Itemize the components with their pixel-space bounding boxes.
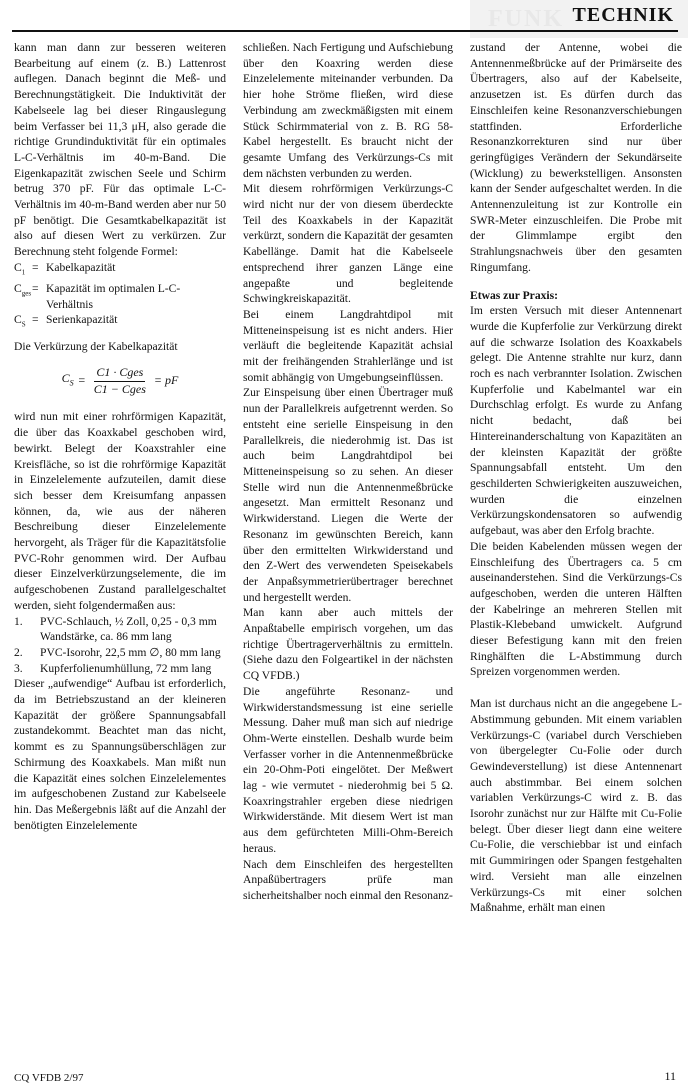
paragraph: Bei einem Langdrahtdipol mit Mitteneinspeisung ist es nicht anders. Hier verläuft die begleitende Kapazität achsial mit der freihängenden Strahlerlänge und ist somit abhängig von Umgebungseinflüssen. <box>243 307 453 384</box>
definition-text: Kapazität im optimalen L-C-Verhältnis <box>46 281 181 311</box>
paragraph: Dieser „aufwendige“ Aufbau ist erforderlich, da im Betriebszustand an der kleineren Kapazität der größere Spannungsabfall zustandekommt. Beachtet man das nicht, kommt es zu Spannungsüberschlägen zur Schirmung des Koaxkabels. Man mißt nun die Kapazität eines solchen Einzelelementes im aufgeschobenen Zustand zur Kabelseele hin. Das Meßergebnis läßt auf die Anzahl der benötigten Einzelelemente <box>14 677 226 832</box>
list-index: 2. <box>14 645 23 659</box>
formula-lhs: $C_S$ <box>61 371 74 388</box>
formula-denominator: C1 − Cges <box>93 381 146 396</box>
list-text: PVC-Isorohr, 22,5 mm ∅, 80 mm lang <box>40 645 221 659</box>
list-text: PVC-Schlauch, ½ Zoll, 0,25 - 0,3 mm Wandstärke, ca. 86 mm lang <box>40 614 217 644</box>
list-item <box>14 661 226 677</box>
numbered-list <box>14 614 226 677</box>
column-1 <box>14 40 226 1065</box>
definition-row <box>14 281 226 312</box>
header-rule <box>12 30 678 32</box>
equals-sign: = <box>32 260 39 274</box>
list-text: Kupferfolienumhüllung, 72 mm lang <box>40 661 212 675</box>
column-3 <box>470 40 682 1065</box>
paragraph: zustand der Antenne, wobei die Antennenmeßbrücke auf der Primärseite des Übertragers, also auf der Kabelseite, anzusetzen ist. Es dürfen durch das Einschleifen keine Resonanzverschiebungen stattfinden. Erforderliche Resonanzkorrekturen sind nur über geringfügiges Verändern der Sekundärseite (Wicklung) zu bewerkstelligen. Ansonsten kann der Sender aufgeschaltet werden. In die Antennenzuleitung ist zur Kontrolle ein SWR-Meter einzuschleifen. Die Probe mit der Glimmlampe ergibt den Strahlungsnachweis über den gesamten Ringumfang. <box>470 41 682 274</box>
definition-symbol: $C_1$ <box>14 260 26 277</box>
column-2 <box>243 40 453 1065</box>
paragraph: Die beiden Kabelenden müssen wegen der Einschleifung des Übertragers ca. 5 cm auseinanderstehen. Sind die Verkürzungs-Cs aufgeschoben, werden die unteren Hälften der Kabelringe an mehreren Stellen mit Plastik-Klebeband umwickelt. Aufgrund dieser Befestigung kann mit den freien Ringhälften die L-Abstimmung durch Spreizen vorgenommen werden. <box>470 539 682 679</box>
formula-result: = pF <box>153 373 179 388</box>
paragraph: Die angeführte Resonanz- und Wirkwiderstandsmessung ist eine serielle Messung. Daher muß man sich auf niedrige Ohm-Werte einstellen. Deshalb wurde beim Verfasser vorher in die Antennenmeßbrücke ein 20-Ohm-Poti eingelötet. Der Meßwert lag - wie vermutet - niederohmig bei 5 Ω. Koaxringstrahler ergeben diese niedrigen Wirkwiderstände. Mit diesem Wert ist man aus dem gefürchteten Milli-Ohm-Bereich heraus. <box>243 684 453 855</box>
definition-list <box>14 260 226 333</box>
paragraph: kann man dann zur besseren weiteren Bearbeitung auf einem (z. B.) Lattenrost auflegen. Danach beginnt die Meß- und Berechnungstätigkeit. Die Induktivität der Kabelseele lag bei dieser Ringauslegung beim Verfasser bei 11,3 μH, also gerade die richtige Grundinduktivität für ein optimales L-C-Verhältnis im 40-m-Band. Die Eigenkapazität zwischen Seele und Schirm betrug 370 pF. Für das optimale L-C-Verhältnis im 40-m-Band werden aber nur 50 pF benötigt. Die Gesamtkabelkapazität ist also auf diesen Wert zu verkürzen. Zur Berechnung steht folgende Formel: <box>14 41 226 259</box>
definition-symbol: $C_S$ <box>14 313 26 329</box>
paragraph: Man kann aber auch mittels der Anpaßtabelle empirisch vorgehen, um das richtige Übertragerverhältnis zu ermitteln. (Siehe dazu den Folgeartikel in der nächsten CQ VFDB.) <box>243 606 453 683</box>
paragraph: wird nun mit einer rohrförmigen Kapazität, die über das Koaxkabel geschoben wird, bewirkt. Belegt der Koaxstrahler eine Kreisfläche, so ist die rohrförmige Kapazität in Einzelelemente aufzuteilen, damit diese sich besser dem Kreisumfang anpassen können, da, wie aus der näheren Beschreibung dieser Einzelelemente hervorgeht, als Träger für die Kapazitätsfolie PVC-Rohr genommen wird. Der Aufbau dieser Einzelverkürzungselemente, die im aufgeschobenen Zustand parallelgeschaltet werden, sieht folgendermaßen aus: <box>14 410 226 612</box>
formula-numerator: C1 · Cges <box>94 365 145 382</box>
equals-sign: = <box>32 281 39 295</box>
list-index: 3. <box>14 661 23 675</box>
definition-row <box>14 312 226 333</box>
paragraph: schließen. Nach Fertigung und Aufschiebung über den Koaxring werden diese Einzelelemente miteinander verbunden. Da hier hohe Ströme fließen, wird diese Verbindung am zweckmäßigsten mit einem Stück Schirmmaterial von z. B. RG 58-Kabel hergestellt. Es braucht nicht der gesamte Umfang des Verkürzungs-Cs mit dem nächsten verbunden zu werden. <box>243 41 453 180</box>
journal-issue: CQ VFDB 2/97 <box>14 1072 84 1084</box>
formula-equals: = <box>77 373 86 388</box>
paragraph: Im ersten Versuch mit dieser Antennenart wurde die Kupferfolie zur Verkürzung direkt auf die schwarze Isolation des Koaxkabels gelegt. Die Antenne strahlte nur kurz, dann roch es nach verbrannter Isolation. Zwischen Kupferfolie und Kabelmantel war ein Durchschlag erfolgt. Es wurde zu Anfang nicht bedacht, daß bei Hintereinanderschaltung von Kapazitäten an der kleinsten Kapazität der größte Spannungsabfall entsteht. Um den geschilderten Schwierigkeiten auszuweichen, wurden die einzelnen Verkürzungskondensatoren so aufwendig aufgebaut, was aber den Erfolg brachte. <box>470 304 682 538</box>
paragraph: Die Verkürzung der Kabelkapazität <box>14 340 178 354</box>
list-index: 1. <box>14 614 23 628</box>
paragraph: Zur Einspeisung über einen Übertrager muß nun der Parallelkreis aufgetrennt werden. So entsteht eine serielle Einspeisung in den Parallelkreis, die niederohmig ist. Das ist auch beim Langdrahtdipol bei Mitteneinspeisung so zu sehen. An dieser Stelle wird nun die Antennenmeßbrücke angesetzt. Man ermittelt Resonanz und Wirkwiderstand. Liegen die Werte der Resonanz im gewünschten Bereich, kann über den ermittelten Wirkwiderstand und den Z-Wert des verwendeten Speisekabels der Anpaßsymmetrierübertrager berechnet und hergestellt werden. <box>243 386 453 604</box>
paragraph: Man ist durchaus nicht an die angegebene L-Abstimmung gebunden. Mit einem variablen Verkürzungs-C (variabel durch Verschieben von übergelegter Cu-Folie oder durch Gewindeverstellung) ist diese Antennenart auch abstimmbar. Bei einem solchen variablen Verkürzungs-C wird z. B. das Isorohr zunächst nur zur Hälfte mit Cu-Folie belegt. Über dieser liegt dann eine weitere Cu-Folie, die verschiebbar ist und einfach mit Gummiringen oder Spangen festgehalten wird. Versieht man alle einzelnen Verkürzungs-Cs mit einer solchen Maßnahme, erhält man einen <box>470 697 682 915</box>
equals-sign: = <box>32 313 39 327</box>
definition-text: Serienkapazität <box>46 313 118 327</box>
list-item <box>14 645 226 661</box>
definition-row <box>14 260 226 281</box>
paragraph: Mit diesem rohrförmigen Verkürzungs-C wird nicht nur der von diesem überdeckte Teil des Koaxkabels in der Kapazität verkürzt, sondern die Kapazität der gesamten Kabellänge. Damit hat die Kabelseele entsprechend ihrer ganzen Länge eine angepaßte und begleitende Schwingkreiskapazität. <box>243 182 453 306</box>
definition-text: Kabelkapazität <box>46 260 116 274</box>
list-item <box>14 614 226 645</box>
formula-fraction <box>94 365 146 397</box>
section-title: TECHNIK <box>572 4 674 26</box>
paragraph: Nach dem Einschleifen des hergestellten Anpaßübertragers prüfe man sicherheitshalber noch einmal den Resonanz- <box>243 857 453 902</box>
section-heading: Etwas zur Praxis: <box>470 288 559 302</box>
page-number: 11 <box>664 1069 676 1083</box>
faint-header-title: FUNK <box>488 6 564 32</box>
definition-symbol: $C_{ges}$ <box>14 281 32 298</box>
capacitance-formula <box>14 365 226 397</box>
